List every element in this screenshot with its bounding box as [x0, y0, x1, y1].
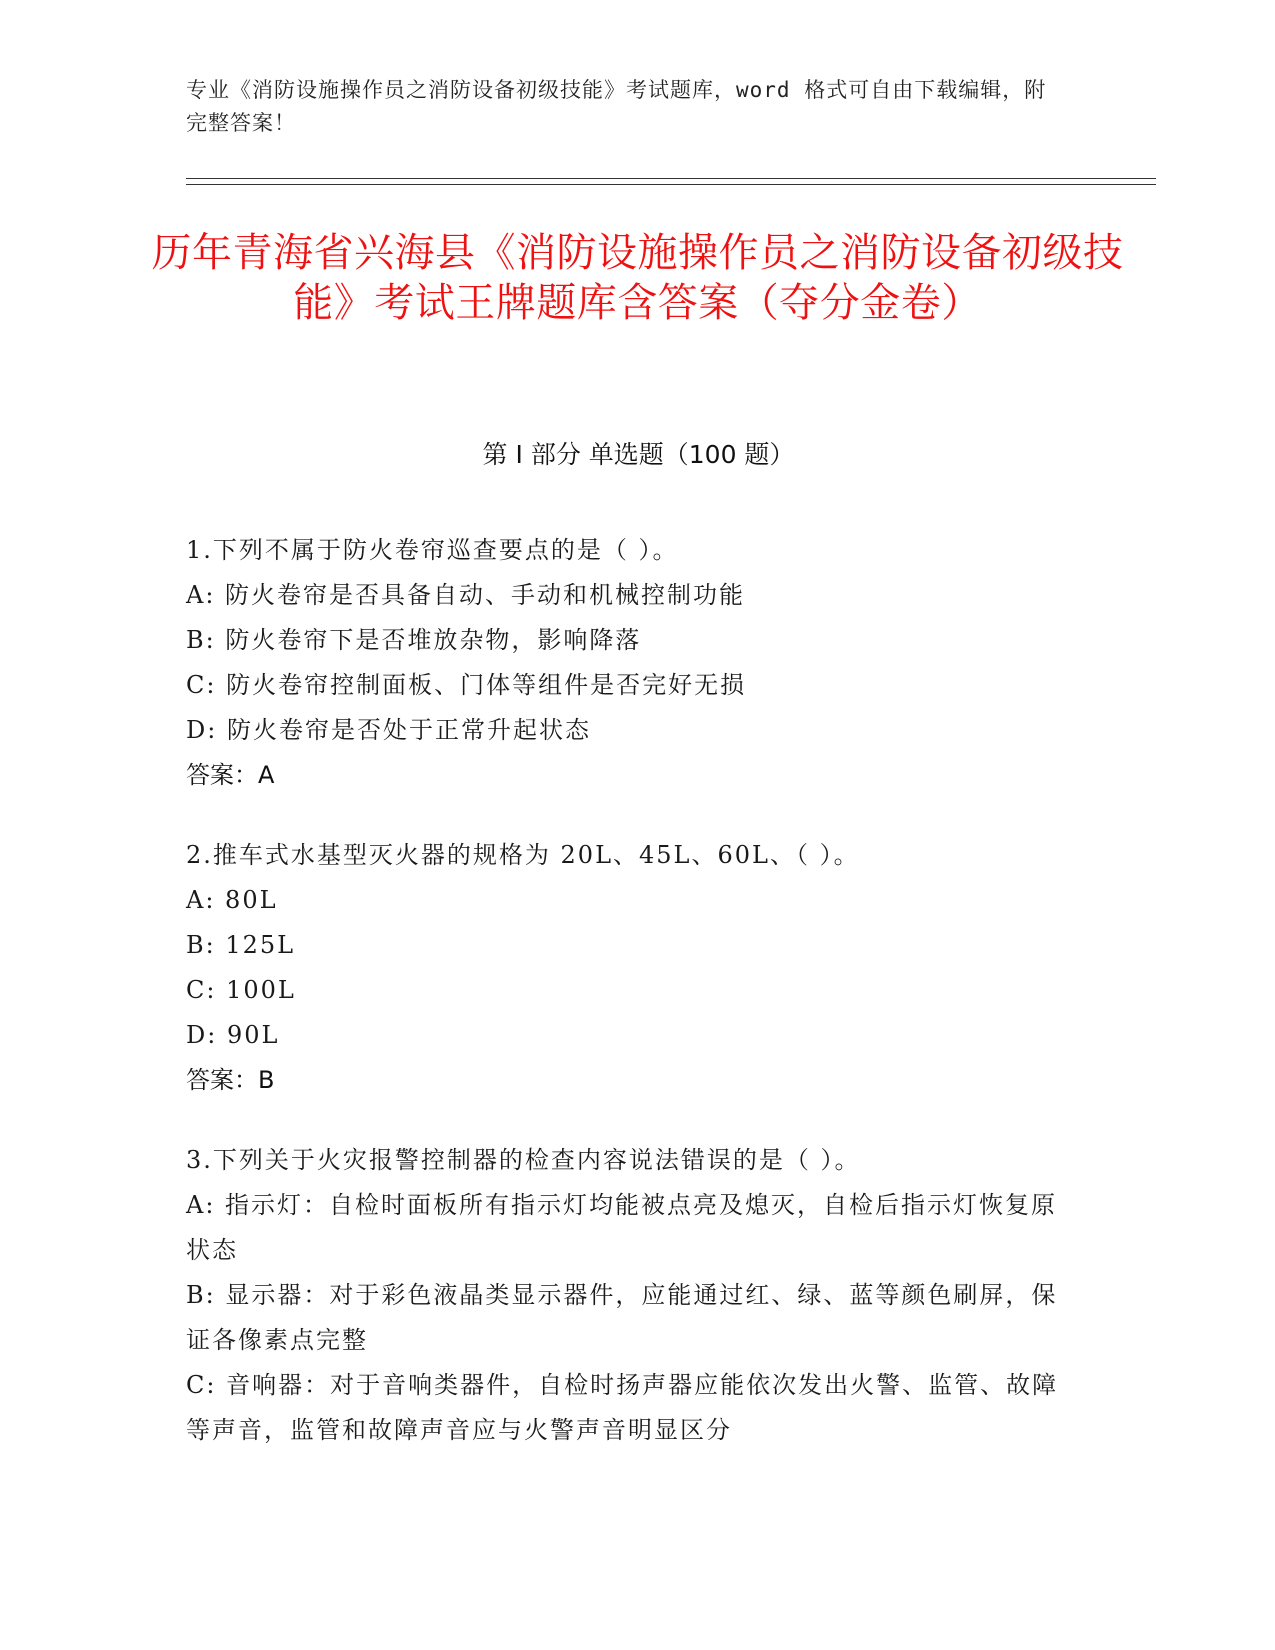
option-b: B: 防火卷帘下是否堆放杂物，影响降落 [186, 626, 642, 654]
question-stem: 3.下列关于火灾报警控制器的检查内容说法错误的是（ ）。 [186, 1146, 861, 1174]
question-stem: 2.推车式水基型灭火器的规格为 20L、45L、60L、（ ）。 [186, 841, 860, 869]
answer: 答案：A [186, 761, 275, 789]
option-b: B: 125L [186, 931, 296, 959]
header-note: 专业《消防设施操作员之消防设备初级技能》考试题库，word 格式可自由下载编辑，附完整答案！ [186, 78, 1047, 135]
option-b: B: 显示器：对于彩色液晶类显示器件，应能通过红、绿、蓝等颜色刷屏，保证各像素点完整 [186, 1281, 1058, 1354]
header-divider [186, 178, 1156, 185]
option-a: A: 防火卷帘是否具备自动、手动和机械控制功能 [186, 581, 746, 609]
option-a: A: 指示灯：自检时面板所有指示灯均能被点亮及熄灭，自检后指示灯恢复原状态 [186, 1191, 1058, 1264]
question-list [186, 528, 1076, 1488]
question-item [186, 528, 1076, 798]
question-item [186, 1138, 1076, 1453]
question-stem: 1.下列不属于防火卷帘巡查要点的是（ ）。 [186, 536, 679, 564]
section-title: 第 I 部分 单选题（100 题） [482, 440, 795, 469]
option-d: D: 90L [186, 1021, 280, 1049]
answer: 答案：B [186, 1066, 275, 1094]
option-c: C: 音响器：对于音响类器件，自检时扬声器应能依次发出火警、监管、故障等声音，监管和故障声音应与火警声音明显区分 [186, 1371, 1059, 1444]
option-c: C: 防火卷帘控制面板、门体等组件是否完好无损 [186, 671, 747, 699]
option-d: D: 防火卷帘是否处于正常升起状态 [186, 716, 591, 744]
option-c: C: 100L [186, 976, 296, 1004]
question-item [186, 833, 1076, 1103]
option-a: A: 80L [186, 886, 278, 914]
document-title: 历年青海省兴海县《消防设施操作员之消防设备初级技能》考试王牌题库含答案（夺分金卷） [151, 230, 1124, 326]
